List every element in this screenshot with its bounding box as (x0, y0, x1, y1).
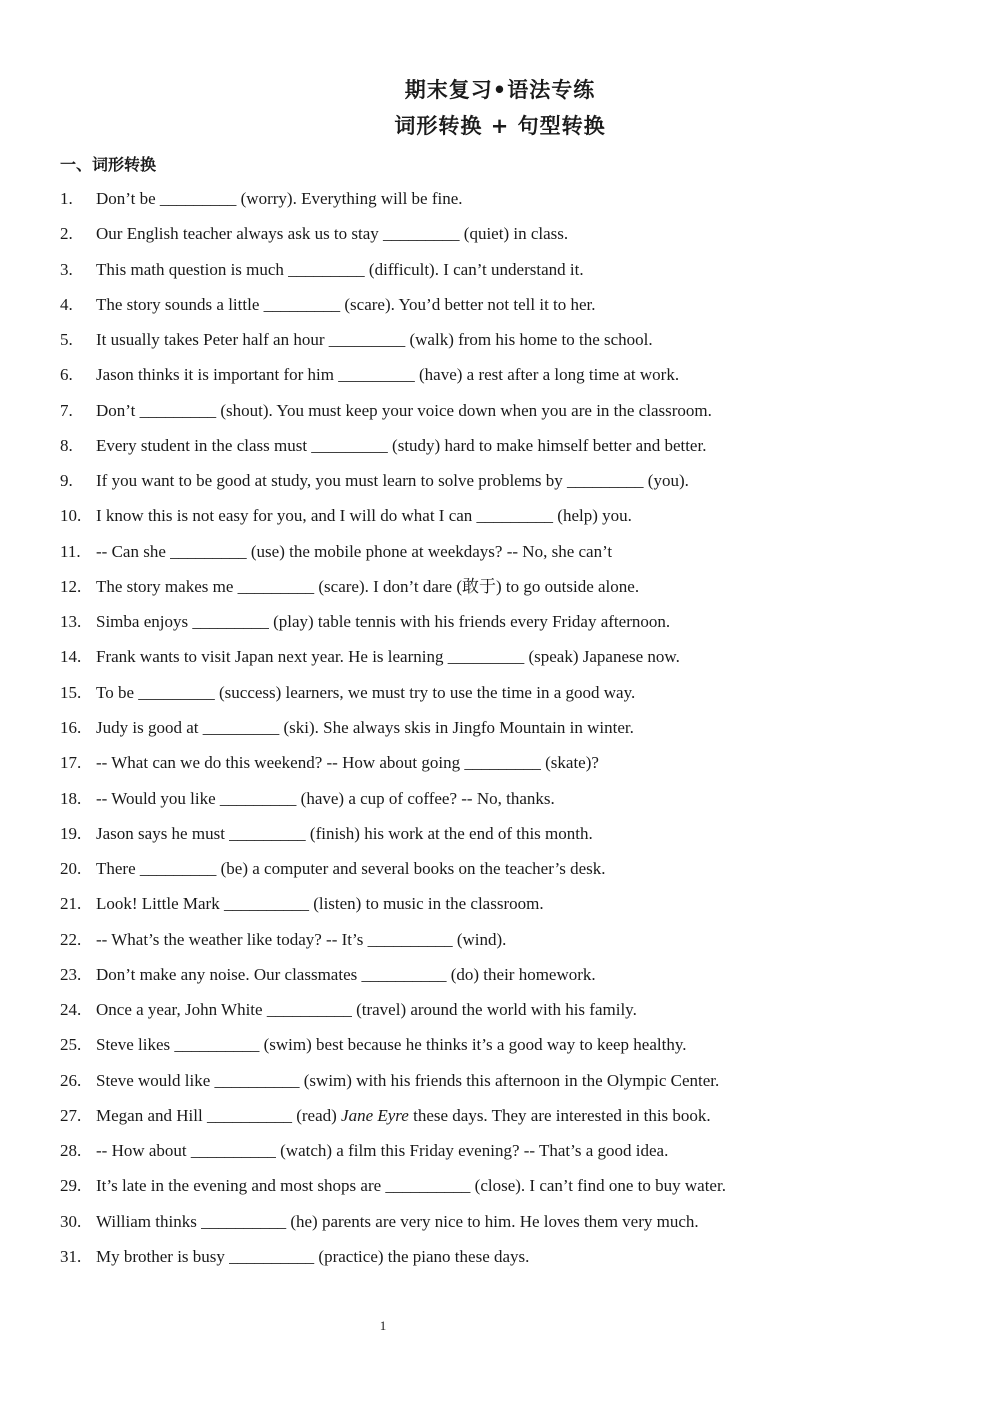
question-text: My brother is busy __________ (practice) the piano these days. (96, 1246, 530, 1266)
question-item (0, 604, 1000, 639)
question-text: I know this is not easy for you, and I will do what I can _________ (help) you. (96, 506, 632, 526)
question-text: Our English teacher always ask us to stay _________ (quiet) in class. (96, 224, 569, 244)
question-item (0, 1098, 1000, 1133)
question-number: 9. (60, 471, 73, 491)
question-text: -- Would you like _________ (have) a cup of coffee? -- No, thanks. (96, 788, 555, 808)
question-text: Don’t be _________ (worry). Everything will be fine. (96, 189, 463, 208)
question-text: To be _________ (success) learners, we must try to use the time in a good way. (96, 682, 636, 702)
question-number: 23. (60, 964, 82, 984)
question-item (0, 534, 1000, 569)
question-text: Jason says he must _________ (finish) his work at the end of this month. (96, 823, 593, 843)
question-text: Don’t make any noise. Our classmates __________ (do) their homework. (96, 964, 596, 984)
question-number: 4. (60, 294, 73, 314)
question-number: 5. (60, 330, 73, 350)
question-text: Steve likes __________ (swim) best because he thinks it’s a good way to keep healthy. (96, 1035, 687, 1055)
question-text: -- How about __________ (watch) a film this Friday evening? -- That’s a good idea. (96, 1141, 669, 1161)
question-text: It usually takes Peter half an hour _________ (walk) from his home to the school. (96, 330, 653, 350)
question-number: 12. (60, 576, 82, 596)
question-number: 7. (60, 400, 73, 420)
question-text: This math question is much _________ (difficult). I can’t understand it. (96, 259, 584, 279)
page-number: 1 (379, 1318, 387, 1333)
question-number: 2. (60, 224, 73, 244)
question-item (0, 1133, 1000, 1168)
document-title: 期末复习•语法专练 (404, 78, 596, 102)
question-item (0, 639, 1000, 674)
question-item (0, 992, 1000, 1027)
question-item (0, 287, 1000, 322)
question-text: Don’t _________ (shout). You must keep your voice down when you are in the classroom. (96, 400, 712, 420)
question-item (0, 851, 1000, 886)
document-subtitle: 词形转换 + 句型转换 (394, 114, 606, 138)
question-text: There _________ (be) a computer and several books on the teacher’s desk. (96, 859, 606, 879)
question-number: 21. (60, 894, 82, 914)
question-item (0, 816, 1000, 851)
question-text: Every student in the class must _________ (study) hard to make himself better and better. (96, 435, 707, 455)
question-item (0, 957, 1000, 992)
question-text: Once a year, John White __________ (travel) around the world with his family. (96, 1000, 637, 1020)
question-text: -- What’s the weather like today? -- It’s __________ (wind). (96, 929, 507, 949)
question-text: The story sounds a little _________ (scare). You’d better not tell it to her. (96, 294, 596, 314)
question-number: 6. (60, 365, 73, 385)
question-number: 24. (60, 1000, 82, 1020)
question-item (0, 216, 1000, 251)
question-number: 30. (60, 1211, 82, 1231)
question-number: 22. (60, 929, 82, 949)
question-number: 8. (60, 435, 73, 455)
question-number: 31. (60, 1246, 82, 1266)
question-item (0, 498, 1000, 533)
question-item (0, 181, 1000, 216)
question-text: -- What can we do this weekend? -- How about going _________ (skate)? (96, 753, 599, 773)
question-item (0, 1027, 1000, 1062)
question-item (0, 922, 1000, 957)
question-text: Jason thinks it is important for him _________ (have) a rest after a long time at work. (96, 365, 680, 385)
question-item (0, 393, 1000, 428)
question-number: 17. (60, 753, 82, 773)
question-text: The story makes me _________ (scare). I don’t dare (敢于) to go outside alone. (96, 576, 640, 596)
question-text: Megan and Hill __________ (read) Jane Eyre these days. They are interested in this book. (96, 1105, 711, 1125)
question-number: 26. (60, 1070, 82, 1090)
question-number: 10. (60, 506, 82, 526)
question-number: 28. (60, 1141, 82, 1161)
question-item (0, 781, 1000, 816)
question-number: 25. (60, 1035, 82, 1055)
question-text: If you want to be good at study, you must learn to solve problems by _________ (you). (96, 471, 689, 491)
question-item (0, 675, 1000, 710)
question-number: 16. (60, 717, 82, 737)
question-item (0, 569, 1000, 604)
question-number: 13. (60, 612, 82, 632)
question-text: William thinks __________ (he) parents are very nice to him. He loves them very much. (96, 1211, 699, 1231)
question-item (0, 428, 1000, 463)
question-number: 14. (60, 647, 82, 667)
question-text: Judy is good at _________ (ski). She always skis in Jingfo Mountain in winter. (96, 717, 634, 737)
question-item (0, 1168, 1000, 1203)
question-list (0, 181, 1000, 1274)
question-number: 29. (60, 1176, 82, 1196)
question-text: Steve would like __________ (swim) with his friends this afternoon in the Olympic Center. (96, 1070, 720, 1090)
question-number: 1. (60, 189, 73, 208)
question-item (0, 886, 1000, 921)
question-item (0, 322, 1000, 357)
question-text: -- Can she _________ (use) the mobile phone at weekdays? -- No, she can’t (96, 541, 613, 561)
book-title: Jane Eyre (341, 1105, 409, 1125)
question-number: 11. (60, 541, 81, 561)
question-item (0, 463, 1000, 498)
question-item (0, 1204, 1000, 1239)
question-item (0, 252, 1000, 287)
question-text: It’s late in the evening and most shops are __________ (close). I can’t find one to buy water. (96, 1176, 726, 1196)
question-item (0, 1063, 1000, 1098)
question-item (0, 745, 1000, 780)
question-text: Frank wants to visit Japan next year. He is learning _________ (speak) Japanese now. (96, 647, 680, 667)
question-number: 3. (60, 259, 73, 279)
question-number: 27. (60, 1105, 82, 1125)
question-text: Look! Little Mark __________ (listen) to music in the classroom. (96, 894, 544, 914)
question-item (0, 357, 1000, 392)
question-number: 19. (60, 823, 82, 843)
question-number: 18. (60, 788, 82, 808)
question-item (0, 1239, 1000, 1274)
question-number: 15. (60, 682, 82, 702)
question-text: Simba enjoys _________ (play) table tennis with his friends every Friday afternoon. (96, 612, 671, 632)
question-number: 20. (60, 859, 82, 879)
section-heading: 一、词形转换 (60, 155, 157, 174)
question-item (0, 710, 1000, 745)
